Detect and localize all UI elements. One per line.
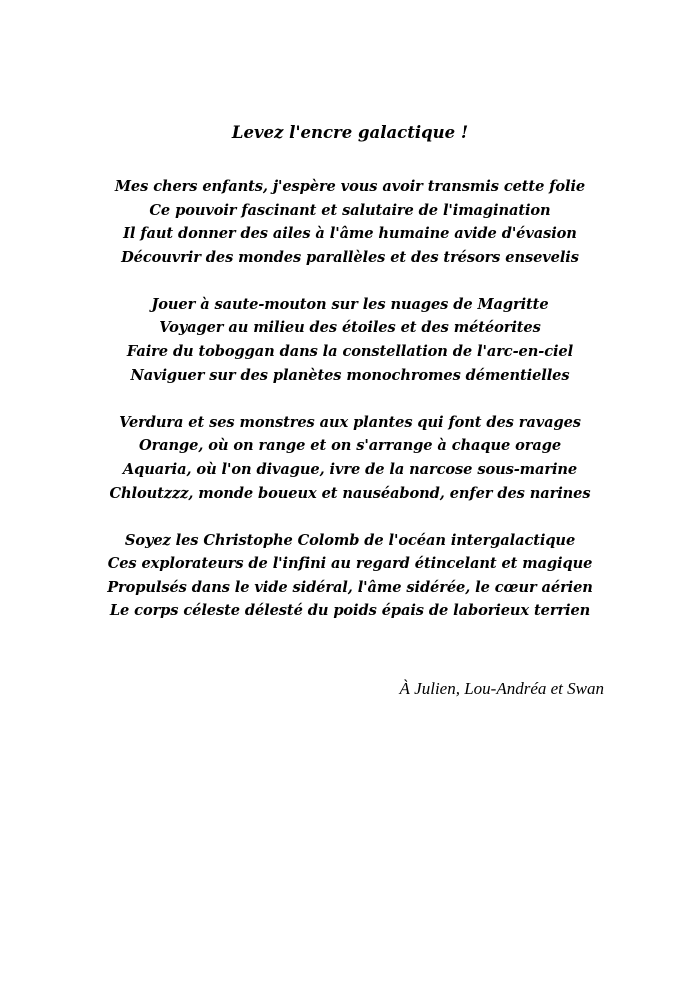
verse-line: Aquaria, où l'on divague, ivre de la narcose sous-marine: [122, 460, 578, 478]
poem-body: [0, 175, 700, 647]
verse-line: Verdura et ses monstres aux plantes qui font des ravages: [119, 413, 581, 431]
verse-line: Chloutzzz, monde boueux et nauséabond, enfer des narines: [109, 484, 591, 502]
verse-line: Naviguer sur des planètes monochromes démentielles: [130, 366, 570, 384]
verse-line: Mes chers enfants, j'espère vous avoir transmis cette folie: [114, 178, 586, 195]
stanza-1: [0, 175, 700, 269]
verse-line: Voyager au milieu des étoiles et des météorites: [159, 319, 541, 337]
verse-line: Découvrir des mondes parallèles et des trésors ensevelis: [121, 248, 579, 266]
verse-line: Jouer à saute-mouton sur les nuages de Magritte: [151, 295, 549, 313]
verse-line: Ce pouvoir fascinant et salutaire de l'imagination: [149, 201, 551, 219]
dedication: À Julien, Lou-Andréa et Swan: [399, 679, 604, 698]
verse-line: Soyez les Christophe Colomb de l'océan intergalactique: [124, 531, 576, 549]
verse-line: Le corps céleste délesté du poids épais de laborieux terrien: [109, 602, 591, 620]
verse-line: Faire du toboggan dans la constellation de l'arc-en-ciel: [126, 343, 574, 361]
verse-line: Ces explorateurs de l'infini au regard étincelant et magique: [107, 555, 593, 573]
verse-line: Orange, où on range et on s'arrange à chaque orage: [138, 437, 562, 455]
poem-title: Levez l'encre galactique !: [231, 123, 469, 142]
stanza-4: [0, 529, 700, 623]
verse-line: Il faut donner des ailes à l'âme humaine avide d'évasion: [123, 225, 577, 243]
stanza-2: [0, 293, 700, 387]
verse-line: Propulsés dans le vide sidéral, l'âme sidérée, le cœur aérien: [107, 578, 593, 596]
stanza-3: [0, 411, 700, 505]
